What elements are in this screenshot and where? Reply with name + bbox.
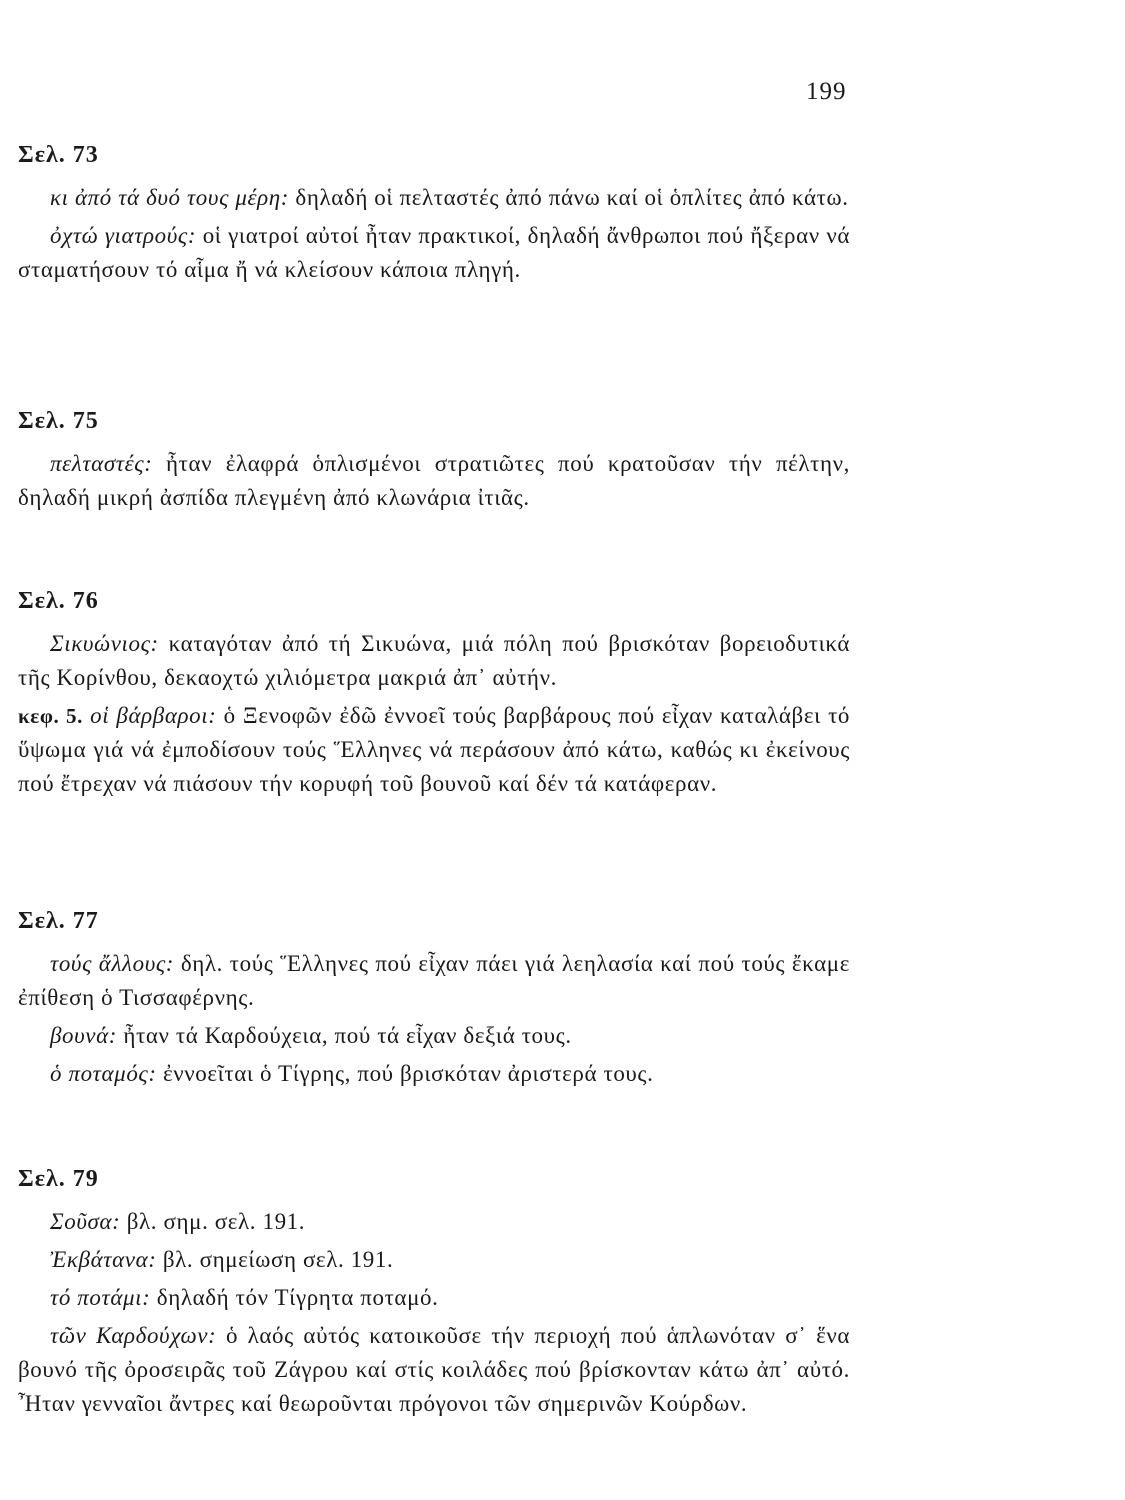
page-number: 199 xyxy=(806,78,847,105)
note-text: ὁ λαός αὐτός κατοικοῦσε τήν περιοχή πού ἁπλωνόταν σ᾽ ἕνα βουνό τῆς ὀροσειρᾶς τοῦ Ζάγρου καί στίς κοιλάδες πού βρίσκονταν κάτω ἀπ᾽ αὐτό. Ἦταν γενναῖοι ἄντρες καί θεωροῦνται πρόγονοι τῶν σημερινῶν Κούρδων. xyxy=(18,1323,850,1416)
note-entry xyxy=(18,219,850,287)
note-text: καταγόταν ἀπό τή Σικυώνα, μιά πόλη πού βρισκόταν βορειοδυτικά τῆς Κορίνθου, δεκαοχτώ χιλιόμετρα μακριά ἀπ᾽ αὐτήν. xyxy=(18,631,850,690)
note-text: βλ. σημ. σελ. 191. xyxy=(120,1209,306,1234)
chapter-label: κεφ. 5. xyxy=(18,704,83,728)
note-term: βουνά: xyxy=(50,1023,118,1048)
section-heading: Σελ. 79 xyxy=(18,1166,99,1192)
note-entry xyxy=(18,699,850,801)
note-entry xyxy=(18,1243,850,1277)
note-term: ὁ ποταμός: xyxy=(50,1061,157,1086)
note-section xyxy=(18,588,850,805)
note-text: οἱ γιατροί αὐτοί ἦταν πρακτικοί, δηλαδή ἄνθρωποι πού ἤξεραν νά σταματήσουν τό αἷμα ἤ νά κλείσουν κάποια πληγή. xyxy=(18,223,851,282)
note-entry xyxy=(18,447,850,515)
note-term: τούς ἄλλους: xyxy=(50,951,175,976)
note-entry xyxy=(18,1319,850,1421)
note-term: Ἐκβάτανα: xyxy=(50,1247,157,1272)
note-term: οἱ βάρβαροι: xyxy=(90,703,217,728)
note-text: δηλαδή οἱ πελταστές ἀπό πάνω καί οἱ ὁπλίτες ἀπό κάτω. xyxy=(289,185,849,210)
note-section xyxy=(18,1166,850,1425)
note-entry xyxy=(18,1205,850,1239)
note-text: ἦταν ἐλαφρά ὁπλισμένοι στρατιῶτες πού κρατοῦσαν τήν πέλτην, δηλαδή μικρή ἀσπίδα πλεγμένη ἀπό κλωνάρια ἰτιᾶς. xyxy=(18,451,850,510)
section-heading: Σελ. 76 xyxy=(18,588,99,614)
note-term: ὀχτώ γιατρούς: xyxy=(50,223,197,248)
note-term: Σοῦσα: xyxy=(50,1209,121,1234)
note-text: ἐννοεῖται ὁ Τίγρης, πού βρισκόταν ἀριστερά τους. xyxy=(156,1061,654,1086)
note-text: βλ. σημείωση σελ. 191. xyxy=(156,1247,394,1272)
note-text: ὁ Ξενοφῶν ἐδῶ ἐννοεῖ τούς βαρβάρους πού εἶχαν καταλάβει τό ὕψωμα γιά νά ἐμποδίσουν τούς Ἕλληνες νά περάσουν ἀπό κάτω, καθώς κι ἐκείνους πού ἔτρεχαν νά πιάσουν τήν κορυφή τοῦ βουνοῦ καί δέν τά κατάφεραν. xyxy=(18,703,851,796)
note-entry xyxy=(18,181,850,215)
note-text: δηλ. τούς Ἕλληνες πού εἶχαν πάει γιά λεηλασία καί πού τούς ἔκαμε ἐπίθεση ὁ Τισσαφέρνης. xyxy=(18,951,850,1010)
note-entry xyxy=(18,947,850,1015)
note-term: Σικυώνιος: xyxy=(50,631,159,656)
note-term: τῶν Καρδούχων: xyxy=(50,1323,217,1348)
section-heading: Σελ. 73 xyxy=(18,142,99,168)
note-text: δηλαδή τόν Τίγρητα ποταμό. xyxy=(150,1285,439,1310)
note-entry xyxy=(18,627,850,695)
note-section xyxy=(18,408,850,519)
note-term: κι ἀπό τά δυό τους μέρη: xyxy=(50,185,290,210)
note-entry xyxy=(18,1019,850,1053)
note-term: πελταστές: xyxy=(50,451,153,476)
section-heading: Σελ. 75 xyxy=(18,408,99,434)
section-heading: Σελ. 77 xyxy=(18,908,99,934)
note-term: τό ποτάμι: xyxy=(50,1285,151,1310)
note-section xyxy=(18,142,850,291)
note-text: ἦταν τά Καρδούχεια, πού τά εἶχαν δεξιά τους. xyxy=(117,1023,572,1048)
note-entry xyxy=(18,1281,850,1315)
note-entry xyxy=(18,1057,850,1091)
note-section xyxy=(18,908,850,1095)
